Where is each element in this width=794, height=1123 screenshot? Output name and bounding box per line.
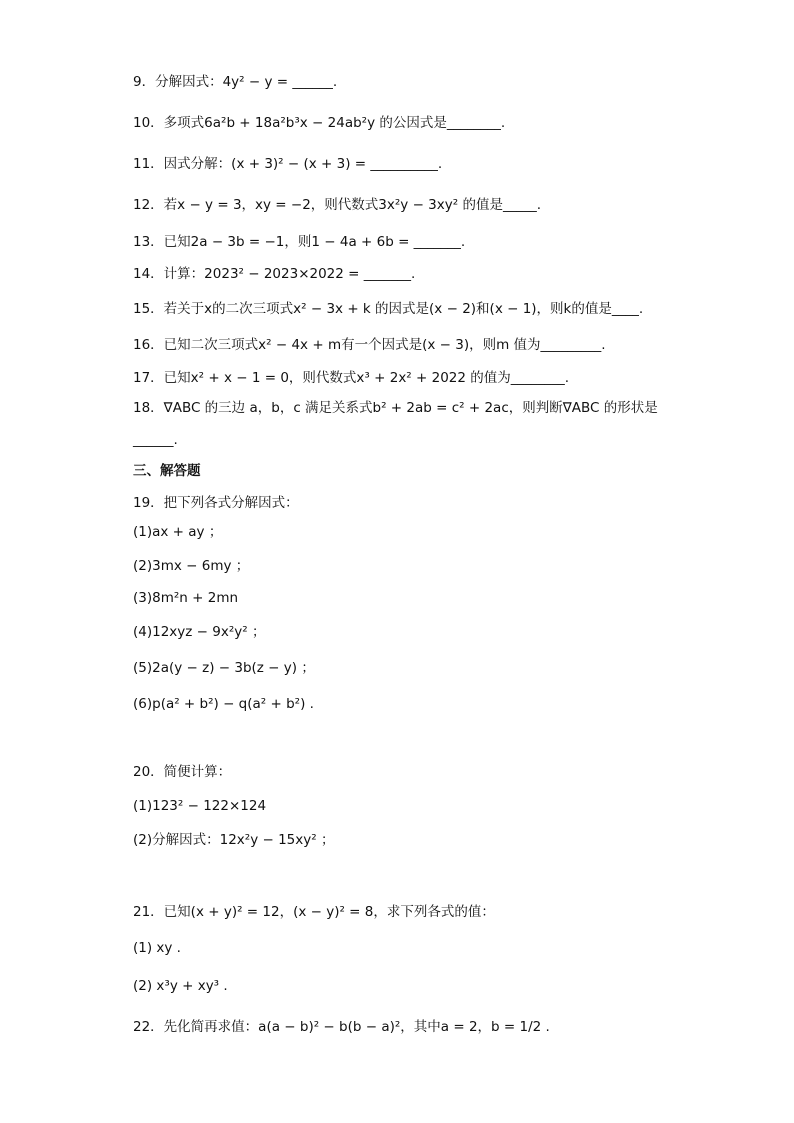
question-19-stem: 19．把下列各式分解因式： bbox=[133, 495, 299, 511]
question-15: 15．若关于x的二次三项式x² − 3x + k 的因式是(x − 2)和(x − 1)，则k的值是____. bbox=[133, 301, 644, 317]
question-9: 9．分解因式：4y² − y = ______. bbox=[133, 74, 338, 90]
question-19-part-3: (3)8m²n + 2mn bbox=[133, 590, 239, 606]
question-19-part-1: (1)ax + ay ； bbox=[133, 524, 223, 540]
question-16: 16．已知二次三项式x² − 4x + m有一个因式是(x − 3)，则m 值为_________. bbox=[133, 337, 606, 353]
question-20-stem: 20．简便计算： bbox=[133, 764, 232, 780]
question-21-part-1: (1) xy . bbox=[133, 940, 181, 956]
question-19-part-5: (5)2a(y − z) − 3b(z − y) ； bbox=[133, 660, 315, 676]
question-14: 14．计算：2023² − 2023×2022 = _______. bbox=[133, 266, 416, 282]
question-22-stem: 22．先化简再求值：a(a − b)² − b(b − a)²，其中a = 2，b = 1/2 . bbox=[133, 1019, 550, 1035]
question-19-part-4: (4)12xyz − 9x²y² ； bbox=[133, 624, 266, 640]
question-18-blank: ______. bbox=[133, 432, 178, 448]
question-20-part-2: (2)分解因式：12x²y − 15xy² ； bbox=[133, 832, 335, 848]
question-12: 12．若x − y = 3，xy = −2，则代数式3x²y − 3xy² 的值是_____. bbox=[133, 197, 541, 213]
question-19-part-2: (2)3mx − 6my ； bbox=[133, 558, 250, 574]
question-17: 17．已知x² + x − 1 = 0，则代数式x³ + 2x² + 2022 的值为________. bbox=[133, 370, 570, 386]
question-20-part-1: (1)123² − 122×124 bbox=[133, 798, 267, 814]
question-21-part-2: (2) x³y + xy³ . bbox=[133, 978, 228, 994]
section-heading: 三、解答题 bbox=[133, 463, 201, 479]
question-19-part-6: (6)p(a² + b²) − q(a² + b²) . bbox=[133, 696, 314, 712]
question-10: 10．多项式6a²b + 18a²b³x − 24ab²y 的公因式是________. bbox=[133, 115, 506, 131]
question-21-stem: 21．已知(x + y)² = 12，(x − y)² = 8，求下列各式的值： bbox=[133, 904, 495, 920]
question-11: 11．因式分解：(x + 3)² − (x + 3) = __________. bbox=[133, 156, 443, 172]
question-13: 13．已知2a − 3b = −1，则1 − 4a + 6b = _______. bbox=[133, 234, 466, 250]
question-18: 18．∇ABC 的三边 a，b，c 满足关系式b² + 2ab = c² + 2ac，则判断∇ABC 的形状是 bbox=[133, 400, 658, 416]
